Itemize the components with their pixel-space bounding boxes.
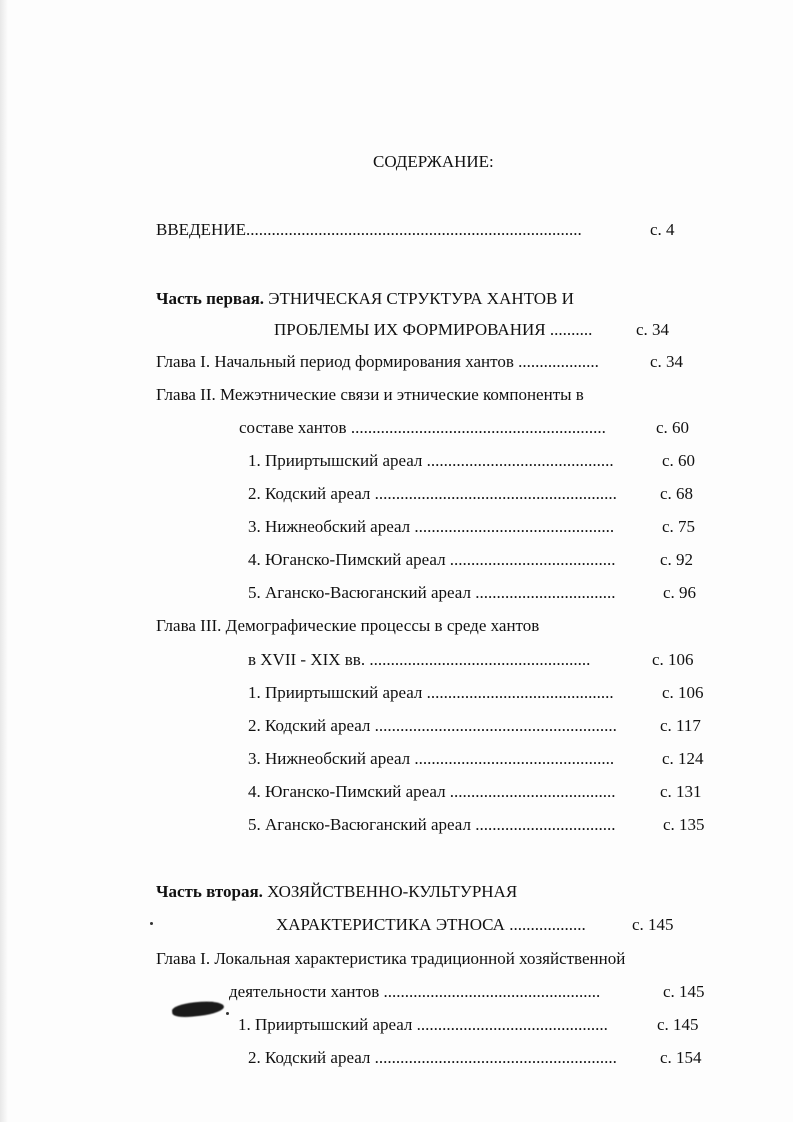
scan-edge [0, 0, 8, 1122]
toc-title: СОДЕРЖАНИЕ: [373, 152, 494, 171]
p1-ch2-item: 5. Аганско-Васюганский ареал ................................. [248, 583, 616, 602]
intro-label: ВВЕДЕНИЕ [156, 220, 246, 239]
ink-speck [226, 1012, 229, 1015]
p1-ch3-item-page: с. 131 [660, 782, 702, 801]
p1-ch2-item-page: с. 60 [662, 451, 696, 470]
p1-chapter1-label: Глава I. Начальный период формирования хантов ................... [156, 352, 599, 371]
part1-title-line1: ЭТНИЧЕСКАЯ СТРУКТУРА ХАНТОВ И [268, 289, 574, 308]
p1-chapter2-line2: составе хантов ............................................................ [239, 418, 606, 437]
p1-ch3-item-page: с. 117 [660, 716, 701, 735]
p2-ch1-item: 2. Кодский ареал ......................................................... [248, 1048, 617, 1067]
intro-leader: ............................................................................... [245, 220, 582, 239]
part1-bold-label: Часть первая. [156, 289, 265, 308]
p1-ch3-item: 5. Аганско-Васюганский ареал ................................. [248, 815, 616, 834]
p1-ch2-item: 1. Прииртышский ареал ............................................ [248, 451, 614, 470]
p2-ch1-item-page: с. 154 [660, 1048, 702, 1067]
p1-ch2-item-page: с. 68 [660, 484, 694, 503]
p1-chapter2-page: с. 60 [656, 418, 690, 437]
p2-ch1-item: 1. Прииртышский ареал ............................................. [238, 1015, 608, 1034]
toc-intro-page: с. 4 [650, 220, 675, 239]
p1-chapter2-line1: Глава II. Межэтнические связи и этнические компоненты в [156, 385, 584, 404]
p1-ch3-item-page: с. 124 [662, 749, 704, 768]
p1-ch3-item-page: с. 106 [662, 683, 704, 702]
p1-ch3-item: 1. Прииртышский ареал ............................................ [248, 683, 614, 702]
p1-chapter1-page: с. 34 [650, 352, 684, 371]
ink-speck [150, 922, 153, 925]
p1-ch3-item: 3. Нижнеобский ареал ............................................... [248, 749, 615, 768]
p1-ch2-item: 4. Юганско-Пимский ареал ....................................... [248, 550, 616, 569]
p2-chapter1-line2: деятельности хантов ................................................... [229, 982, 601, 1001]
part2-bold-label: Часть вторая. [156, 882, 263, 901]
p1-chapter3-line2: в XVII - XIX вв. .................................................... [248, 650, 591, 669]
p1-chapter3-line1: Глава III. Демографические процессы в среде хантов [156, 616, 540, 635]
part2-heading [156, 882, 517, 902]
p1-ch3-item-page: с. 135 [663, 815, 705, 834]
p1-ch3-item: 4. Юганско-Пимский ареал ....................................... [248, 782, 616, 801]
toc-intro-label [156, 220, 582, 240]
part2-title-line2: ХАРАКТЕРИСТИКА ЭТНОСА .................. [276, 915, 586, 934]
p1-ch2-item: 2. Кодский ареал ......................................................... [248, 484, 617, 503]
part2-title-line1: ХОЗЯЙСТВЕННО-КУЛЬТУРНАЯ [267, 882, 518, 901]
p2-ch1-item-page: с. 145 [657, 1015, 699, 1034]
p1-ch3-item: 2. Кодский ареал ......................................................... [248, 716, 617, 735]
part1-page: с. 34 [636, 320, 670, 339]
part1-title-line2: ПРОБЛЕМЫ ИХ ФОРМИРОВАНИЯ .......... [274, 320, 593, 339]
p1-ch2-item-page: с. 96 [663, 583, 697, 602]
p2-chapter1-page: с. 145 [663, 982, 705, 1001]
part1-heading [156, 289, 574, 309]
ink-blot [171, 999, 224, 1018]
p1-chapter3-page: с. 106 [652, 650, 694, 669]
p1-ch2-item-page: с. 92 [660, 550, 694, 569]
p2-chapter1-line1: Глава I. Локальная характеристика традиционной хозяйственной [156, 949, 626, 968]
p1-ch2-item: 3. Нижнеобский ареал ............................................... [248, 517, 615, 536]
p1-ch2-item-page: с. 75 [662, 517, 696, 536]
part2-page: с. 145 [632, 915, 674, 934]
